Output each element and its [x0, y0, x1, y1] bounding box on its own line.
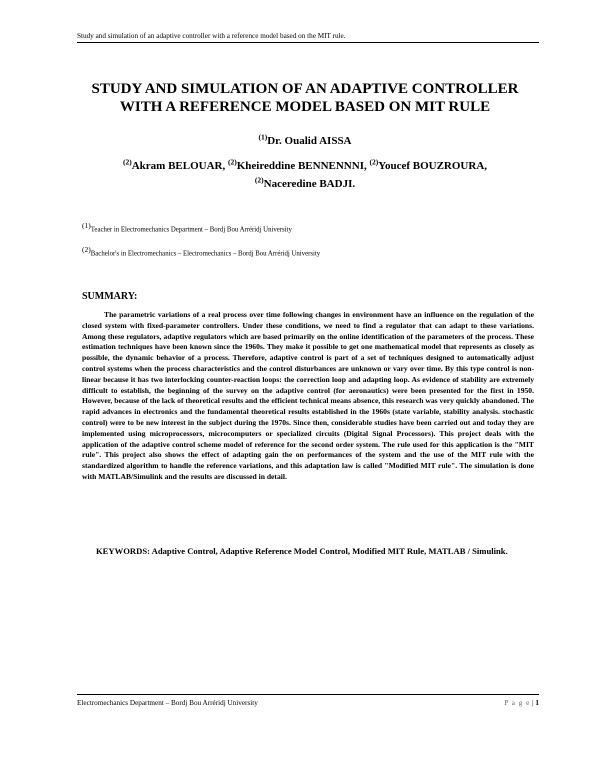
title-line-1: STUDY AND SIMULATION OF AN ADAPTIVE CONTROLLER: [91, 81, 519, 97]
co-author-name: Youcef BOUZROURA,: [378, 160, 488, 172]
keywords: KEYWORDS: Adaptive Control, Adaptive Reference Model Control, Modified MIT Rule, MATLAB / Simulink.: [96, 546, 508, 556]
page-separator: |: [530, 699, 536, 707]
co-author-sup: (2): [254, 175, 264, 185]
affiliation-text: Bachelor's in Electromechanics – Electromechanics – Bordj Bou Arréridj University: [90, 250, 321, 258]
page-indicator: [504, 699, 539, 707]
title-line-2: WITH A REFERENCE MODEL BASED ON MIT RULE: [119, 99, 491, 115]
co-author-name: Naceredine BADJI.: [263, 178, 356, 190]
affiliation-sup: (2): [82, 245, 91, 254]
main-author-name: Dr. Oualid AISSA: [267, 135, 352, 147]
main-author-sup: (1): [258, 132, 268, 142]
affiliation-sup: (1): [82, 221, 91, 230]
page-label: P a g e: [504, 699, 531, 707]
co-author-name: Kheireddine BENNENNNI,: [236, 160, 367, 172]
main-author: [60, 132, 550, 147]
co-authors-line-2: [60, 175, 550, 193]
co-author-name: Akram BELOUAR,: [131, 160, 226, 172]
summary-heading: SUMMARY:: [82, 291, 138, 302]
page-number: 1: [535, 699, 539, 707]
affiliation-1: [82, 221, 292, 234]
co-author-sup: (2): [122, 157, 132, 167]
page-footer: [77, 694, 539, 707]
co-authors: [60, 157, 550, 193]
footer-department: Electromechanics Department – Bordj Bou Arréridj University: [77, 699, 258, 707]
co-author-sup: (2): [228, 157, 237, 167]
co-authors-line-1: [60, 157, 550, 175]
affiliation-2: [82, 245, 321, 258]
summary-body: The parametric variations of a real process over time following changes in environment have an influence on the regulation of the closed system with fixed-parameter controllers. Under these conditions, we need to find a regulator that can adapt to these variations. Among these regulators, adaptive regulators which are based primarily on the online identification of the parameters of the process. These estimation techniques have been known since the 1960s. They make it possible to get one mathematical model that represents as closely as possible, the dynamic behavior of a process. Therefore, adaptive control is part of a set of techniques designed to automatically adjust control systems when the process characteristics and the control disturbances are unknown or vary over time. By this type control is non-linear because it has two interlocking counter-reaction loops: the correction loop and adapting loop. As evidence of stability are extremely difficult to establish, the beginning of the survey on the adaptive control (for aeronautics) were been presented for the first in 1950. However, because of the lack of theoretical results and the efficient technical means absence, this research was very quickly abandoned. The rapid advances in electronics and the fundamental theoretical results established in the 1960s (state variable, stability analysis. stochastic control) were to be new interest in the subject during the 1970s. Since then, considerable studies have been carried out and today they are implemented using microprocessors, microcomputers or specialized circuits (Digital Signal Processors). This project deals with the application of the adaptive control scheme model of reference for the second order system. The rule used for this application is the "MIT rule". This project also shows the effect of adapting gain the on performances of the system and the use of the MIT rule with the standardized algorithm to handle the reference variations, and this adaptation law is called "Modified MIT rule". The simulation is done with MATLAB/Simulink and the results are discussed in detail.: [82, 310, 534, 481]
co-author-sup: (2): [369, 157, 379, 167]
running-title: Study and simulation of an adaptive controller with a reference model based on the MIT rule.: [77, 32, 346, 40]
paper-title: [60, 80, 550, 116]
running-header: [77, 32, 539, 43]
affiliation-text: Teacher in Electromechanics Department – Bordj Bou Arréridj University: [90, 226, 292, 234]
